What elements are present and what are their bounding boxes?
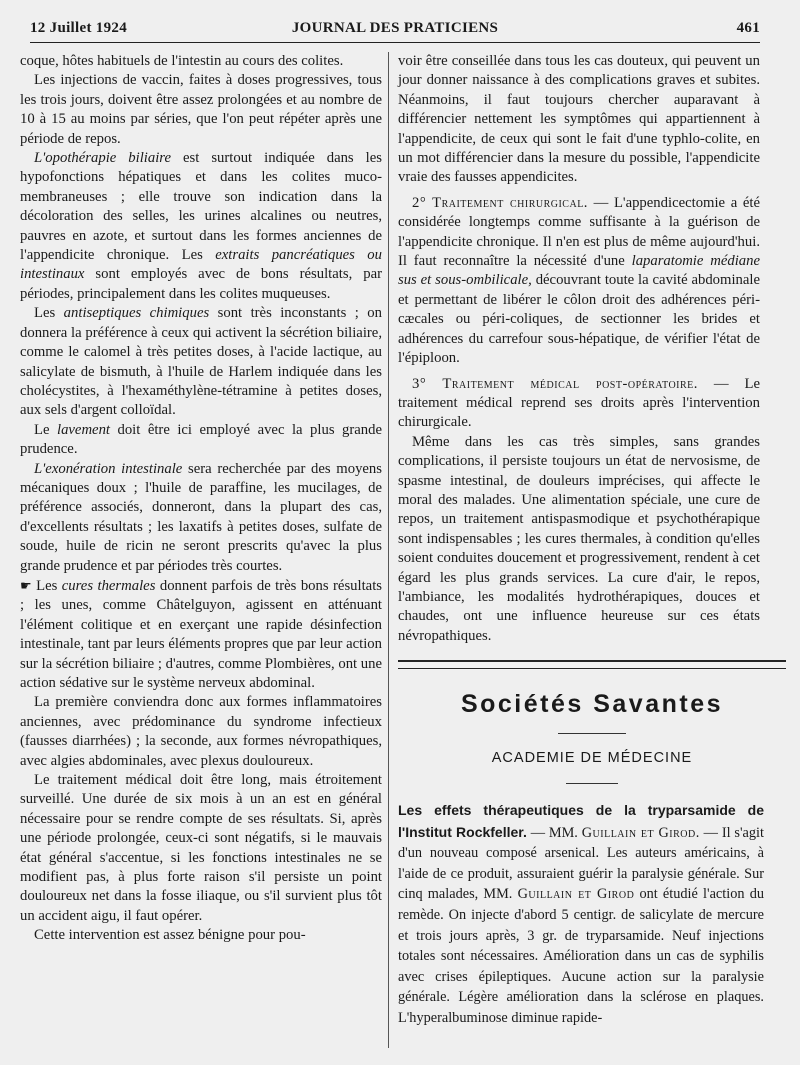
emphasis: lavement [56, 421, 110, 438]
running-header [30, 18, 760, 43]
issue-date: 12 Juillet 1924 [30, 20, 127, 36]
emphasis: laparatomie médiane sus et sous-ombilicale, [398, 253, 760, 289]
text-run: sera recherchée par des moyens mécaniques doux ; l'huile de paraffine, les mucilages, de préférence associés, donneront, dans la plupart des cas, d'excellents résultats ; les laxatifs à petites doses, sulfate de soude, huile de ricin ne seront prescrits qu'avec la plus grande prudence et par périodes très courtes. [20, 460, 382, 574]
paragraph: Le traitement médical doit être long, mais étroitement surveillé. Une durée de six mois à un an est en général nécessaire pour se rendre compte de ses résultats. Si, après une période prolongée, ceux-ci sont négatifs, si le mauvais état général s'accentue, si les fonctions intestinales ne se modifient pas, à plus forte raison s'il persiste un point douloureux net dans la fosse iliaque, ou s'il survient plus tôt un accident aigu, il faut opérer. [20, 772, 382, 924]
paragraph: Cette intervention est assez bénigne pour pou- [34, 927, 306, 944]
text-run: — Le traitement médical reprend ses droits après l'intervention chirurgicale. [398, 375, 760, 431]
right-column [398, 52, 760, 646]
column-divider [388, 52, 389, 1048]
title-rule [558, 733, 626, 734]
paragraph: Les injections de vaccin, faites à doses progressives, tous les trois jours, doivent être assez prolongées et au nombre de 10 à 15 au moins par séries, que l'on peut répéter après une période de repos. [20, 72, 382, 147]
paragraph [398, 375, 760, 433]
journal-title: JOURNAL DES PRATICIENS [291, 20, 499, 36]
text-run: sont très inconstants ; on donnera la préférence à ceux qui activent la sécrétion biliaire, comme le calomel à très petites doses, à l'acide lactique, au salicylate de bismuth, à l'huile de Harlem indiquée dans les cholécystites, à l'hexaméthylène-tétramine à petites doses, aux sels d'argent colloïdal. [20, 305, 382, 419]
text-run: Le [34, 421, 57, 438]
article-authors: Guillain et Girod. [581, 824, 700, 841]
subsection-title: ACADEMIE DE MÉDECINE [491, 750, 693, 766]
left-column [20, 52, 382, 946]
text-run: doit être ici employé avec la plus grande prudence. [20, 421, 382, 458]
section-heading: 3° Traitement médical post-opératoire. [412, 375, 698, 392]
pointing-hand-icon: ☛ [20, 577, 32, 593]
text-run: Les [31, 577, 62, 594]
paragraph [398, 194, 760, 369]
paragraph: voir être conseillée dans tous les cas douteux, qui peuvent un jour donner naissance à des complications graves et subites. Néanmoins, il faut toujours chercher auparavant à différencier nettement les symptômes qui appartiennent à l'appendicite, de ceux qui sont le fait d'une typhlo-colite, en un mot différencier dans la mesure du possible, l'appendicite vraie des fausses appendicites. [398, 53, 760, 186]
emphasis: L'exonération intestinale [34, 460, 183, 477]
article-title: Les effets thérapeutiques de la tryparsamide de l'Institut Rockfeller. [398, 802, 764, 840]
text-run: sont employés avec de bons résultats, par périodes, principalement dans les colites muqueuses. [20, 266, 382, 302]
paragraph [20, 460, 382, 576]
emphasis: L'opothérapie biliaire [34, 150, 171, 167]
text-run: découvrant toute la cavité abdominale et permettant de libérer le côlon droit des adhérences péri-cæcales ou péri-coliques, de sectionner les brides et adhérences du carrefour sous-hépatique, de vérifier l'état de l'épiploon. [398, 272, 760, 367]
article [398, 800, 764, 1029]
text-run: — L'appendicectomie a été considérée longtemps comme suffisante à la guérison de l'appendicite chronique. Il n'en est plus de même aujourd'hui. Il faut reconnaître la nécessité d'une [398, 194, 760, 270]
paragraph [20, 421, 382, 460]
text-run: ont étudié l'action du remède. On injecte d'abord 5 centigr. de salicylate de mercure et trois jours après, 3 gr. de tryparsamide. Neuf injections totales sont nécessaires. Amélioration dans un cas de syphilis avec crises épileptiques. Aucune action sur la paralysie générale. Légère amélioration dans la sclérose en plaques. L'hyperalbuminose diminue rapide- [398, 886, 764, 1026]
text-run: donnent parfois de très bons résultats ; les unes, comme Châtelguyon, agissent en atténuant l'élément colitique et en exerçant une rapide désinfection intestinale, tant par leurs éléments propres que par leur action sur la sécrétion biliaire ; d'autres, comme Plombières, ont une action sédative sur le système nerveux abdominal. [20, 577, 382, 691]
paragraph [20, 576, 382, 693]
article-authors: Guillain et Girod [517, 886, 635, 903]
text-run: est surtout indiquée dans les hypofonctions hépatiques et dans les colites muco-membraneuses ; elle trouve son indication dans la décoloration des selles, les urines alcalines ou neutres, pauvres en azote, et surtout dans les formes anciennes de l'appendicite chronique. Les [20, 150, 382, 264]
article-paragraph [398, 800, 764, 1029]
paragraph: Même dans les cas très simples, sans grandes complications, il persiste toujours un état de nervosisme, de spasme intestinal, de douleurs imprécises, qui affecte le moral des malades. Une alimentation spéciale, une cure de repos, un traitement antispasmodique et psychothérapique sont indispensables ; les cures thermales, à condition qu'elles soient conduites doucement et progressivement, rendent à cet égard les plus grands services. La cure d'air, le repos, l'ambiance, les modalités hydrothérapiques, douces et chaudes, ont une influence heureuse sur ces états névropathiques. [398, 433, 760, 644]
page-number: 461 [736, 20, 760, 36]
paragraph: coque, hôtes habituels de l'intestin au cours des colites. [20, 53, 344, 69]
emphasis: cures thermales [61, 577, 156, 594]
emphasis: extraits pancréatiques ou intestinaux [20, 247, 382, 283]
text-run: Les [34, 305, 64, 322]
paragraph [20, 304, 382, 420]
subtitle-rule [566, 783, 618, 784]
emphasis: antiseptiques chimiques [63, 305, 210, 322]
paragraph: La première conviendra donc aux formes inflammatoires anciennes, avec prédominance du syndrome infectieux (fausses diarrhées) ; la seconde, aux formes névropathiques, avec algies abdominales, avec plexus douloureux. [20, 694, 382, 769]
text-run: — MM. [526, 824, 582, 841]
section-separator [398, 660, 786, 669]
paragraph [20, 149, 382, 304]
section-heading: 2° Traitement chirurgical. [412, 194, 588, 211]
section-title: Sociétés Savantes [460, 690, 724, 718]
text-run: — Il s'agit d'un nouveau composé arsenical. Les auteurs américains, à l'aide de ce produit, assuraient guérir la paralysie générale. Sur cinq malades, MM. [398, 824, 764, 903]
